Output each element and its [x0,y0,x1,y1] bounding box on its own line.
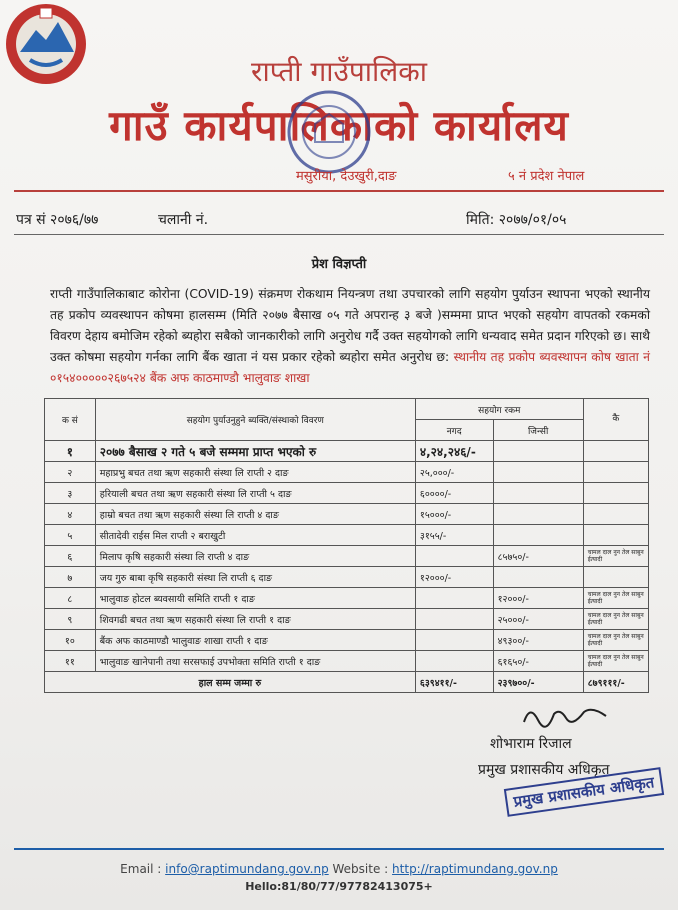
row-cash [415,630,493,651]
row-cash: १५०००/- [415,504,493,525]
total-cash: ६३९४११/- [415,672,493,693]
bank-account-line: स्थानीय तह प्रकोप ब्यवस्थापन कोष खाता नं ०१५४०००००२६७५२४ बैंक अफ काठमाण्डौ भालुवाङ शाखा [50,350,650,385]
row-description: जय गुरु बाबा कृषि सहकारी संस्था लि राप्ती ६ दाङ [95,567,415,588]
row-remark: चामल दाल नुन तेल साबुन ईत्यादी [583,630,648,651]
row-description: हाम्रो बचत तथा ऋण सहकारी संस्था लि राप्ती ४ दाङ [95,504,415,525]
col-sn: क सं [45,399,96,441]
footer-divider [14,848,664,850]
designation-stamp: प्रमुख प्रशासकीय अधिकृत [504,767,664,817]
row-remark [583,441,648,462]
row-sn: ६ [45,546,96,567]
col-description: सहयोग पुर्याउनुहुने ब्यक्ति/संस्थाको विवरण [95,399,415,441]
footer-contact [0,862,678,876]
office-name: गाउँ कार्यपालिकाको कार्यालय [109,101,569,150]
row-sn: ४ [45,504,96,525]
row-cash [415,546,493,567]
row-sn: १० [45,630,96,651]
table-row [45,441,649,462]
row-kind: ६१६५०/- [493,651,583,672]
row-cash: ३१५५/- [415,525,493,546]
table-row [45,525,649,546]
table-row [45,651,649,672]
row-cash [415,609,493,630]
row-sn: २ [45,462,96,483]
email-link[interactable]: info@raptimundang.gov.np [165,862,329,876]
row-description: २०७७ बैसाख २ गते ५ बजे सम्ममा प्राप्त भएको रु [95,441,415,462]
row-description: महाप्रभु बचत तथा ऋण सहकारी संस्था लि राप्ती २ दाङ [95,462,415,483]
row-kind [493,567,583,588]
email-label: Email : [120,862,162,876]
row-remark [583,567,648,588]
table-row [45,588,649,609]
notice-body [50,284,650,389]
office-address: मसुरीया, देउखुरी,दाङ [296,169,397,184]
row-description: बैंक अफ काठमाण्डौ भालुवाङ शाखा राप्ती १ दाङ [95,630,415,651]
table-header-row [45,399,649,420]
row-cash: ४,२४,२४६/- [415,441,493,462]
row-sn: ७ [45,567,96,588]
signatory-name: शोभाराम रिजाल [490,736,572,752]
municipality-name: राप्ती गाउँपालिका [251,55,427,88]
row-description: भालुवाङ होटल ब्यवसायी समिति राप्ती १ दाङ [95,588,415,609]
row-remark [583,504,648,525]
table-total-row [45,672,649,693]
col-cash: नगद [415,420,493,441]
website-label: Website : [332,862,389,876]
row-remark [583,525,648,546]
row-cash: १२०००/- [415,567,493,588]
notice-body-text: राप्ती गाउँपालिकाबाट कोरोना (COVID-19) संक्रमण रोकथाम नियन्त्रण तथा उपचारको लागि सहयोग पुर्याउन स्थापना भएको स्थानीय तह प्रकोप व्यवस्थापन कोषमा हालसम्म (मिति २०७७ बैसाख ०५ गते अपरान्ह ३ बजे )सम्ममा प्राप्त भएको सहयोग वापतको रकमको विवरण देहाय बमोजिम रहेको ब्यहोरा सबैको जानकारीको लागि अनुरोध गर्दै उक्त सहयोगको लागि धन्यवाद समेत प्रदान गरिएको छ। साथै उक्त कोषमा सहयोग गर्नका लागि बैंक खाता नं यस प्रकार रहेको ब्यहोरा समेत अनुरोध छ: [50,287,650,364]
row-remark: चामल दाल नुन तेल साबुन ईत्यादी [583,588,648,609]
row-description: भालुवाङ खानेपानी तथा सरसफाई उपभोक्ता समिति राप्ती १ दाङ [95,651,415,672]
row-kind [493,504,583,525]
row-sn: ८ [45,588,96,609]
row-sn: ९ [45,609,96,630]
row-remark [583,483,648,504]
row-remark: चामल दाल नुन तेल साबुन ईत्यादी [583,609,648,630]
meta-divider [14,234,664,235]
row-remark: चामल दाल नुन तेल साबुन ईत्यादी [583,546,648,567]
table-row [45,630,649,651]
row-remark [583,462,648,483]
row-kind: २५०००/- [493,609,583,630]
row-description: हरियाली बचत तथा ऋण सहकारी संस्था लि राप्ती ५ दाङ [95,483,415,504]
letter-ref: पत्र सं २०७६/७७ [16,212,99,228]
row-description: मिलाप कृषि सहकारी संस्था लि राप्ती ४ दाङ [95,546,415,567]
row-cash [415,588,493,609]
row-kind: ८५७५०/- [493,546,583,567]
row-description: सीतादेवी राईस मिल राप्ती २ बराखुटी [95,525,415,546]
row-kind [493,462,583,483]
table-row [45,609,649,630]
row-cash: ६००००/- [415,483,493,504]
row-sn: ११ [45,651,96,672]
signature-icon [520,700,610,732]
row-kind: ४९३००/- [493,630,583,651]
table-row [45,546,649,567]
row-kind [493,525,583,546]
notice-title: प्रेश विज्ञप्ती [311,257,367,272]
table-row [45,483,649,504]
table-row [45,567,649,588]
letter-date: मिति: २०७७/०१/०५ [466,212,567,228]
header-divider [14,190,664,192]
total-grand: ८७९१११/- [583,672,648,693]
donation-table [44,398,649,693]
row-cash [415,651,493,672]
row-kind [493,441,583,462]
col-remarks: कै [583,399,648,441]
website-link[interactable]: http://raptimundang.gov.np [392,862,558,876]
row-sn: ५ [45,525,96,546]
total-kind: २३९७००/- [493,672,583,693]
table-row [45,504,649,525]
province-label: ५ नं प्रदेश नेपाल [508,169,585,184]
row-cash: २५,०००/- [415,462,493,483]
col-amount: सहयोग रकम [415,399,583,420]
row-description: शिवगढी बचत तथा ऋण सहकारी संस्था लि राप्ती १ दाङ [95,609,415,630]
footer-phone: Hello:81/80/77/97782413075+ [245,880,433,893]
row-sn: १ [45,441,96,462]
row-remark: चामल दाल नुन तेल साबुन ईत्यादी [583,651,648,672]
office-seal-icon [285,88,373,176]
row-sn: ३ [45,483,96,504]
row-kind [493,483,583,504]
row-kind: १२०००/- [493,588,583,609]
signatory-title: प्रमुख प्रशासकीय अधिकृत [478,762,610,778]
table-row [45,462,649,483]
dispatch-no: चलानी नं. [158,212,209,228]
total-label: हाल सम्म जम्मा रु [45,672,416,693]
col-kind: जिन्सी [493,420,583,441]
